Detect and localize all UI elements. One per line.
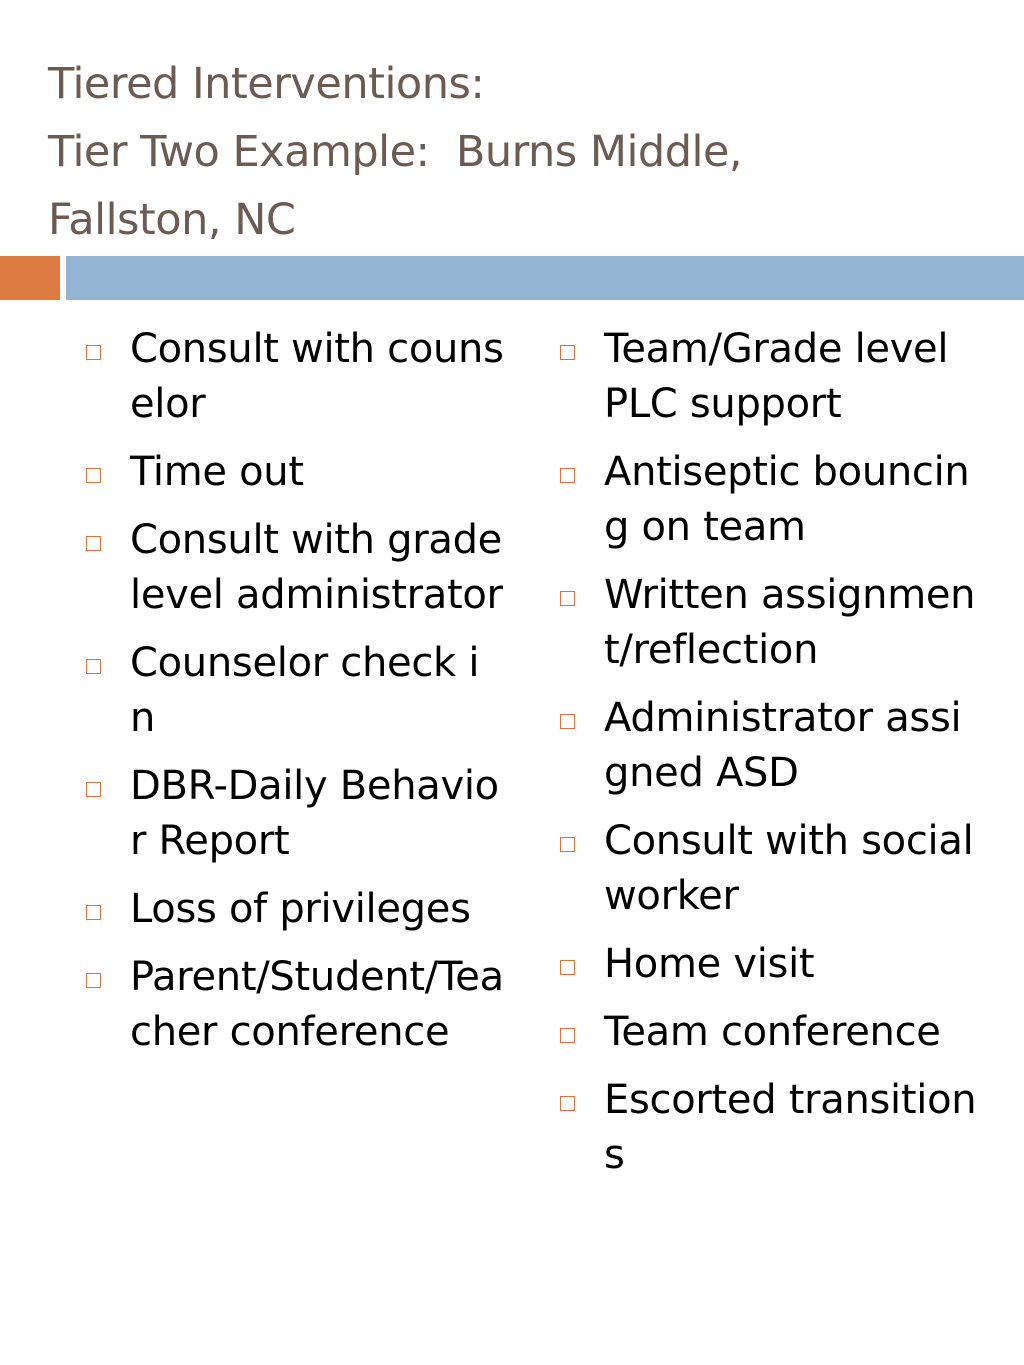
hollow-square-bullet-icon	[560, 591, 575, 606]
list-item-text: Loss of privileges	[130, 886, 471, 932]
list-item	[84, 950, 504, 1060]
list-item-text: Counselor check in	[130, 640, 480, 741]
hollow-square-bullet-icon	[560, 960, 575, 975]
list-item	[558, 937, 978, 992]
list-item	[84, 636, 504, 746]
list-item-text: Consult with counselor	[130, 326, 504, 427]
list-item	[558, 691, 978, 801]
list-item	[84, 759, 504, 869]
slide-title-line-1: Tiered Interventions:	[48, 59, 485, 109]
list-item-text: Consult with grade level administrator	[130, 517, 503, 618]
list-item	[558, 1073, 978, 1183]
hollow-square-bullet-icon	[560, 1028, 575, 1043]
list-item	[558, 445, 978, 555]
list-item-text: Written assignment/reflection	[604, 572, 976, 673]
right-bullet-list	[558, 322, 978, 1196]
slide-title-line-2: Tier Two Example: Burns Middle,	[48, 127, 743, 177]
list-item	[84, 513, 504, 623]
list-item-text: Consult with social worker	[604, 818, 974, 919]
slide-title-line-3: Fallston, NC	[48, 195, 296, 245]
list-item-text: Time out	[130, 449, 304, 495]
hollow-square-bullet-icon	[86, 536, 101, 551]
slide-title	[48, 50, 988, 254]
hollow-square-bullet-icon	[86, 905, 101, 920]
hollow-square-bullet-icon	[560, 468, 575, 483]
list-item-text: Administrator assigned ASD	[604, 695, 962, 796]
list-item	[558, 568, 978, 678]
list-item-text: Home visit	[604, 941, 815, 987]
left-bullet-list	[84, 322, 504, 1073]
accent-bar	[0, 256, 60, 300]
list-item-text: Team/Grade level PLC support	[604, 326, 949, 427]
hollow-square-bullet-icon	[86, 659, 101, 674]
list-item	[84, 445, 504, 500]
hollow-square-bullet-icon	[86, 468, 101, 483]
header-divider-bar	[66, 256, 1024, 300]
list-item-text: Escorted transitions	[604, 1077, 977, 1178]
list-item	[558, 814, 978, 924]
hollow-square-bullet-icon	[560, 837, 575, 852]
hollow-square-bullet-icon	[86, 345, 101, 360]
hollow-square-bullet-icon	[560, 1096, 575, 1111]
hollow-square-bullet-icon	[560, 714, 575, 729]
list-item-text: Parent/Student/Teacher conference	[130, 954, 504, 1055]
hollow-square-bullet-icon	[86, 973, 101, 988]
hollow-square-bullet-icon	[86, 782, 101, 797]
list-item	[84, 882, 504, 937]
list-item-text: Antiseptic bouncing on team	[604, 449, 970, 550]
list-item	[84, 322, 504, 432]
list-item	[558, 1005, 978, 1060]
list-item-text: Team conference	[604, 1009, 941, 1055]
list-item	[558, 322, 978, 432]
list-item-text: DBR-Daily Behavior Report	[130, 763, 499, 864]
hollow-square-bullet-icon	[560, 345, 575, 360]
